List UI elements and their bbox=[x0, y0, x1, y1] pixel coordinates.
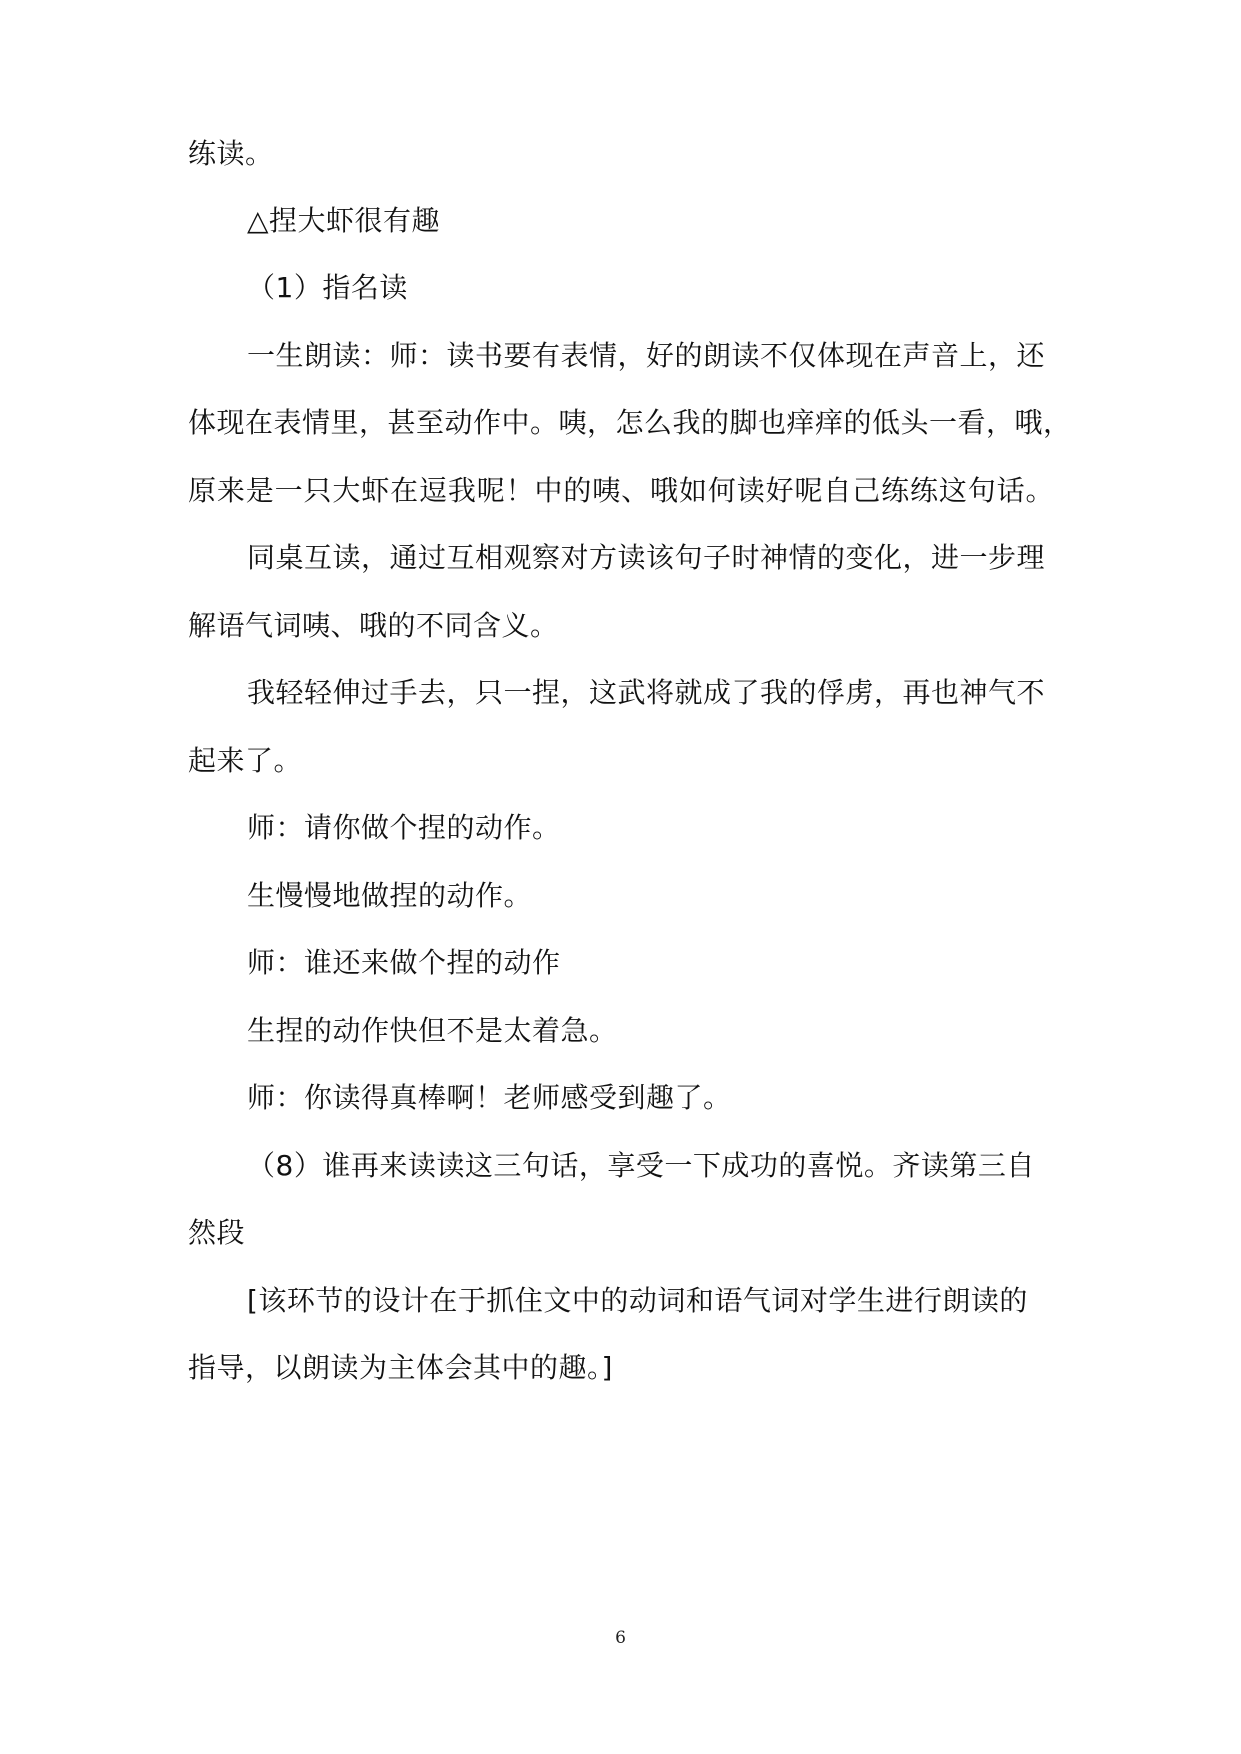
text-line: 起来了。 bbox=[188, 744, 303, 777]
text-line: 解语气词咦、哦的不同含义。 bbox=[188, 609, 559, 642]
text-line: 师：你读得真棒啊！老师感受到趣了。 bbox=[247, 1081, 732, 1114]
text-line: 一生朗读：师：读书要有表情，好的朗读不仅体现在声音上，还 bbox=[247, 339, 1046, 372]
page-number: 6 bbox=[615, 1628, 626, 1648]
text-line: （8）谁再来读读这三句话，享受一下成功的喜悦。齐读第三自 bbox=[247, 1149, 1035, 1182]
text-line: 体现在表情里，甚至动作中。咦，怎么我的脚也痒痒的低头一看，哦， bbox=[188, 406, 1072, 439]
text-line: （1）指名读 bbox=[247, 271, 408, 304]
text-line: 同桌互读，通过互相观察对方读该句子时神情的变化，进一步理 bbox=[247, 541, 1046, 574]
text-line: 师：谁还来做个捏的动作 bbox=[247, 946, 561, 979]
text-line: 指导，以朗读为主体会其中的趣。] bbox=[188, 1351, 613, 1384]
section-heading: △捏大虾很有趣 bbox=[247, 204, 441, 237]
text-line: 生捏的动作快但不是太着急。 bbox=[247, 1014, 618, 1047]
text-line: 然段 bbox=[188, 1216, 246, 1249]
text-line: 我轻轻伸过手去，只一捏，这武将就成了我的俘虏，再也神气不 bbox=[247, 676, 1046, 709]
text-line: [该环节的设计在于抓住文中的动词和语气词对学生进行朗读的 bbox=[247, 1284, 1028, 1317]
text-line: 原来是一只大虾在逗我呢！中的咦、哦如何读好呢自己练练这句话。 bbox=[188, 474, 1054, 507]
text-line: 师：请你做个捏的动作。 bbox=[247, 811, 561, 844]
text-line: 生慢慢地做捏的动作。 bbox=[247, 879, 533, 912]
text-line: 练读。 bbox=[188, 137, 274, 170]
